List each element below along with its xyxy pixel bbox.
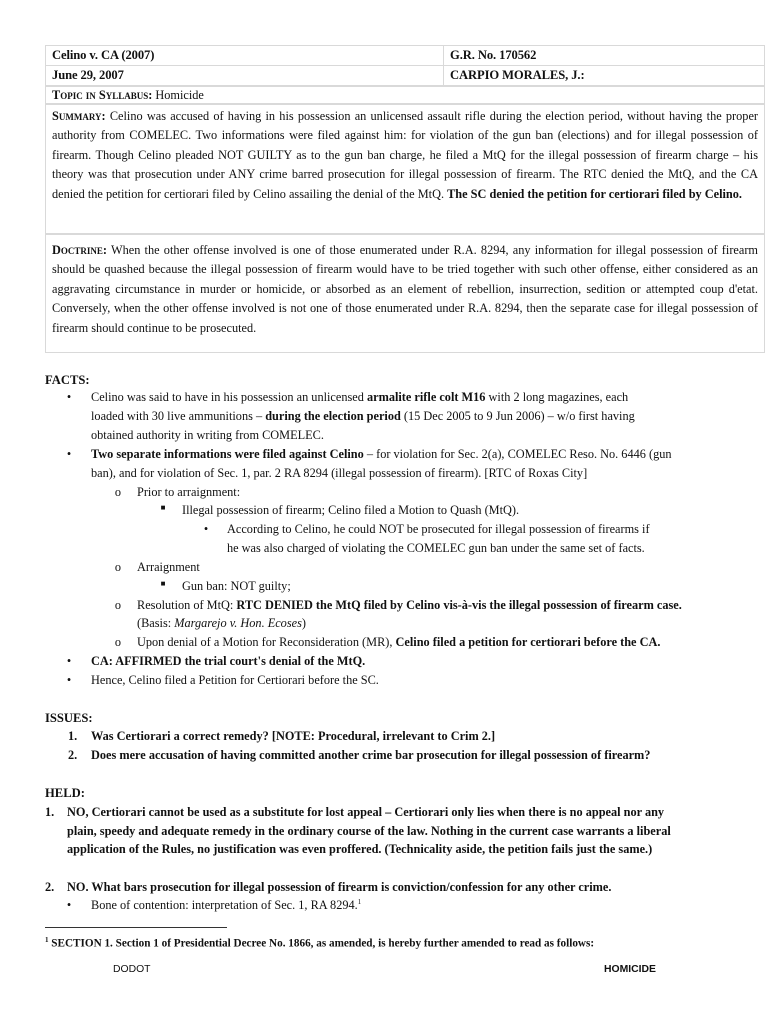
doctrine-box [45, 234, 765, 353]
held-1-number: 1. [45, 805, 55, 819]
doctrine-label: Doctrine: [52, 243, 107, 257]
summary-text: Celino was accused of having in his possession an unlicensed assault rifle during the election period, without having the proper authority from COMELEC. Two informations were filed against him: for violation of the gun ban (elections) and for illegal possession of firearm. Though Celino pleaded NOT GUILTY as to the gun ban charge, he filed a MtQ for the illegal possession of firearm charge – his theory was that prosecution under ANY crime barred prosecution for illegal possession of firearm. The RTC denied the MtQ, and the CA denied the petition for certiorari filed by Celino assailing the denial of the MtQ. [52, 109, 759, 201]
square-bullet-icon: ■ [160, 579, 166, 588]
fact-2: Two separate informations were filed against Celino – for violation for Sec. 2(a), COMELEC Reso. No. 6446 (gun [91, 447, 672, 461]
issue-1-number: 1. [68, 729, 78, 743]
held-heading: HELD: [45, 786, 85, 800]
summary-ruling: The SC denied the petition for certiorari filed by Celino. [447, 186, 742, 201]
fact-1: Celino was said to have in his possession an unlicensed armalite rifle colt M16 with 2 long magazines, each [91, 390, 629, 404]
topic-value: Homicide [155, 88, 204, 102]
summary-box [45, 104, 765, 234]
celino-argument: According to Celino, he could NOT be prosecuted for illegal possession of firearms if [227, 522, 650, 536]
fact-petition-sc: Hence, Celino filed a Petition for Certiorari before the SC. [91, 673, 379, 687]
issue-1: Was Certiorari a correct remedy? [NOTE: Procedural, irrelevant to Crim 2.] [91, 729, 496, 743]
fact-ca-affirmed: CA: AFFIRMED the trial court's denial of the MtQ. [91, 654, 366, 668]
sub-resolution-basis: (Basis: Margarejo v. Hon. Ecoses) [137, 616, 306, 630]
sub-resolution-mtq: Resolution of MtQ: RTC DENIED the MtQ filed by Celino vis-à-vis the illegal possession of firearm case. [137, 598, 682, 612]
topic-row [45, 86, 765, 104]
case-header-table [45, 45, 765, 86]
fact-2-line2: ban), and for violation of Sec. 1, par. 2 RA 8294 (illegal possession of firearm). [RTC of Roxas City] [91, 466, 588, 480]
bullet-icon: • [203, 522, 209, 536]
issue-2: Does mere accusation of having committed another crime bar prosecution for illegal possession of firearm? [91, 748, 651, 762]
held-2-number: 2. [45, 880, 55, 894]
sub-mr-denial: Upon denial of a Motion for Reconsideration (MR), Celino filed a petition for certiorari before the CA. [137, 635, 661, 649]
bullet-icon: • [66, 898, 72, 912]
held-1-line2: plain, speedy and adequate remedy in the ordinary course of the law. Nothing in the current case warrants a liberal [67, 824, 671, 838]
celino-argument-line2: he was also charged of violating the COMELEC gun ban under the same set of facts. [227, 541, 645, 555]
topic-label: Topic in Syllabus: [52, 88, 153, 102]
footer-author: DODOT [113, 964, 151, 975]
circle-bullet-icon: o [114, 560, 122, 574]
bullet-icon: • [66, 447, 72, 461]
held-2: NO. What bars prosecution for illegal possession of firearm is conviction/confession for any other crime. [67, 880, 612, 894]
held-1-line3: application of the Rules, no justification was even proffered. (Technicality aside, the petition fails just the same.) [67, 842, 653, 856]
fact-1-line3: obtained authority in writing from COMELEC. [91, 428, 324, 442]
decision-date: June 29, 2007 [46, 66, 444, 86]
sub-gun-ban-plea: Gun ban: NOT guilty; [182, 579, 291, 593]
gr-number: G.R. No. 170562 [444, 46, 765, 66]
footer-topic: HOMICIDE [604, 964, 656, 975]
bullet-icon: • [66, 673, 72, 687]
footnote: $^1$ SECTION 1. Section 1 of Presidential Decree No. 1866, as amended, is hereby further amended to read as follows: [45, 936, 595, 950]
held-1: NO, Certiorari cannot be used as a substitute for lost appeal – Certiorari only lies when there is no appeal nor any [67, 805, 665, 819]
summary-label: Summary: [52, 109, 106, 123]
sub-prior-arraignment: Prior to arraignment: [137, 485, 241, 499]
sub-mtq-filed: Illegal possession of firearm; Celino filed a Motion to Quash (MtQ). [182, 503, 520, 517]
held-2-sub: Bone of contention: interpretation of Sec. 1, RA 8294.$^1$ [91, 898, 362, 913]
square-bullet-icon: ■ [160, 503, 166, 512]
facts-heading: FACTS: [45, 373, 90, 387]
footnote-divider [45, 927, 227, 928]
fact-1-line2: loaded with 30 live ammunitions – during the election period (15 Dec 2005 to 9 Jun 2006) – w/o first having [91, 409, 635, 423]
footnote-ref[interactable]: 1 [357, 898, 362, 906]
circle-bullet-icon: o [114, 485, 122, 499]
issues-heading: ISSUES: [45, 711, 93, 725]
issue-2-number: 2. [68, 748, 78, 762]
bullet-icon: • [66, 390, 72, 404]
doctrine-text: When the other offense involved is one of those enumerated under R.A. 8294, any information for illegal possession of firearm should be quashed because the illegal possession of firearm would have to be tried together with such other offense, either considered as an aggravating circumstance in murder or homicide, or absorbed as an element of rebellion, insurrection, sedition or attempted coup d'etat. Conversely, when the other offense involved is not one of those enumerated under R.A. 8294, then the separate case for illegal possession of firearm should continue to be prosecuted. [52, 243, 758, 335]
circle-bullet-icon: o [114, 635, 122, 649]
case-title: Celino v. CA (2007) [46, 46, 444, 66]
ponente: CARPIO MORALES, J.: [444, 66, 765, 86]
sub-arraignment: Arraignment [137, 560, 200, 574]
circle-bullet-icon: o [114, 598, 122, 612]
bullet-icon: • [66, 654, 72, 668]
